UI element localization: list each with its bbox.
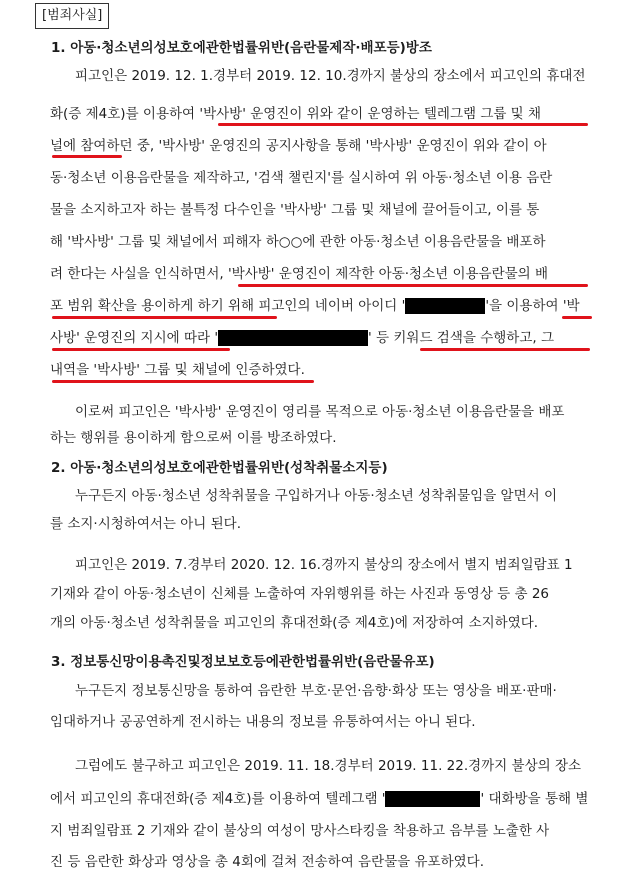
red-underline xyxy=(238,284,588,287)
red-underline xyxy=(52,380,314,383)
paragraph-line: 를 소지·시청하여서는 아니 된다. xyxy=(50,516,241,532)
paragraph-line: 이로써 피고인은 '박사방' 운영진이 영리를 목적으로 아동·청소년 이용음란물을 배포 xyxy=(75,404,565,420)
paragraph-line: 누구든지 아동·청소년 성착취물을 구입하거나 아동·청소년 성착취물임을 알면서 이 xyxy=(75,488,558,504)
paragraph-line: 화(증 제4호)를 이용하여 '박사방' 운영진이 위와 같이 운영하는 텔레그램 그룹 및 채 xyxy=(50,106,542,122)
paragraph-line: 널에 참여하던 중, '박사방' 운영진의 공지사항을 통해 '박사방' 운영진이 위와 같이 아 xyxy=(50,138,547,154)
paragraph-line: 지 범죄일람표 2 기재와 같이 불상의 여성이 망사스타킹을 착용하고 음부를 노출한 사 xyxy=(50,823,550,839)
red-underline xyxy=(420,348,590,351)
paragraph-line: 기재와 같이 아동·청소년이 신체를 노출하여 자위행위를 하는 사진과 동영상 등 총 26 xyxy=(50,586,550,602)
text-segment: ' 대화방을 통해 별 xyxy=(480,791,589,807)
paragraph-line: 하는 행위를 용이하게 함으로써 이를 방조하였다. xyxy=(50,430,337,446)
paragraph-line: 물을 소지하고자 하는 불특정 다수인을 '박사방' 그룹 및 채널에 끌어들이고, 이를 통 xyxy=(50,202,540,218)
section-title-2: 2. 아동·청소년의성보호에관한법률위반(성착취물소지등) xyxy=(51,460,388,476)
paragraph-line: 개의 아동·청소년 성착취물을 피고인의 휴대전화(증 제4호)에 저장하여 소지하였다. xyxy=(50,615,539,631)
heading-label: [범죄사실] xyxy=(42,8,103,23)
redaction-block xyxy=(385,791,480,807)
redaction-block xyxy=(405,298,485,314)
paragraph-line: 해 '박사방' 그룹 및 채널에서 피해자 하○○에 관한 아동·청소년 이용음란물을 배포하 xyxy=(50,234,546,250)
paragraph-line xyxy=(50,328,554,348)
paragraph-line: 피고인은 2019. 12. 1.경부터 2019. 12. 10.경까지 불상의 장소에서 피고인의 휴대전 xyxy=(75,68,586,84)
text-segment: 포 범위 확산을 용이하게 하기 위해 피고인의 네이버 아이디 ' xyxy=(50,298,406,314)
paragraph-line xyxy=(50,789,588,809)
red-underline xyxy=(52,316,277,319)
paragraph-line: 동·청소년 이용음란물을 제작하고, '검색 챌린지'를 실시하여 위 아동·청소년 이용 음란 xyxy=(50,170,553,186)
text-segment: 사방' 운영진의 지시에 따라 ' xyxy=(50,330,219,346)
paragraph-line: 려 한다는 사실을 인식하면서, '박사방' 운영진이 제작한 아동·청소년 이용음란물의 배 xyxy=(50,266,549,282)
red-underline xyxy=(218,123,588,126)
paragraph-line: 진 등 음란한 화상과 영상을 총 4회에 걸쳐 전송하여 음란물을 유포하였다. xyxy=(50,854,484,870)
paragraph-line: 내역을 '박사방' 그룹 및 채널에 인증하였다. xyxy=(50,362,305,378)
red-underline xyxy=(52,348,230,351)
text-segment: '을 이용하여 '박 xyxy=(485,298,580,314)
section-title-1: 1. 아동·청소년의성보호에관한법률위반(음란물제작·배포등)방조 xyxy=(51,40,432,56)
paragraph-line xyxy=(50,296,580,316)
paragraph-line: 누구든지 정보통신망을 통하여 음란한 부호·문언·음향·화상 또는 영상을 배포·판매· xyxy=(75,683,557,699)
text-segment: ' 등 키워드 검색을 수행하고, 그 xyxy=(368,330,554,346)
section-heading-box xyxy=(35,3,109,29)
section-title-3: 3. 정보통신망이용촉진및정보보호등에관한법률위반(음란물유포) xyxy=(51,654,435,670)
text-segment: 에서 피고인의 휴대전화(증 제4호)를 이용하여 텔레그램 ' xyxy=(50,791,386,807)
redaction-block xyxy=(218,330,368,346)
red-underline xyxy=(562,316,592,319)
red-underline xyxy=(52,155,122,158)
paragraph-line: 피고인은 2019. 7.경부터 2020. 12. 16.경까지 불상의 장소에서 별지 범죄일람표 1 xyxy=(75,557,573,573)
paragraph-line: 임대하거나 공공연하게 전시하는 내용의 정보를 유통하여서는 아니 된다. xyxy=(50,714,476,730)
paragraph-line: 그럼에도 불구하고 피고인은 2019. 11. 18.경부터 2019. 11. 22.경까지 불상의 장소 xyxy=(75,758,582,774)
